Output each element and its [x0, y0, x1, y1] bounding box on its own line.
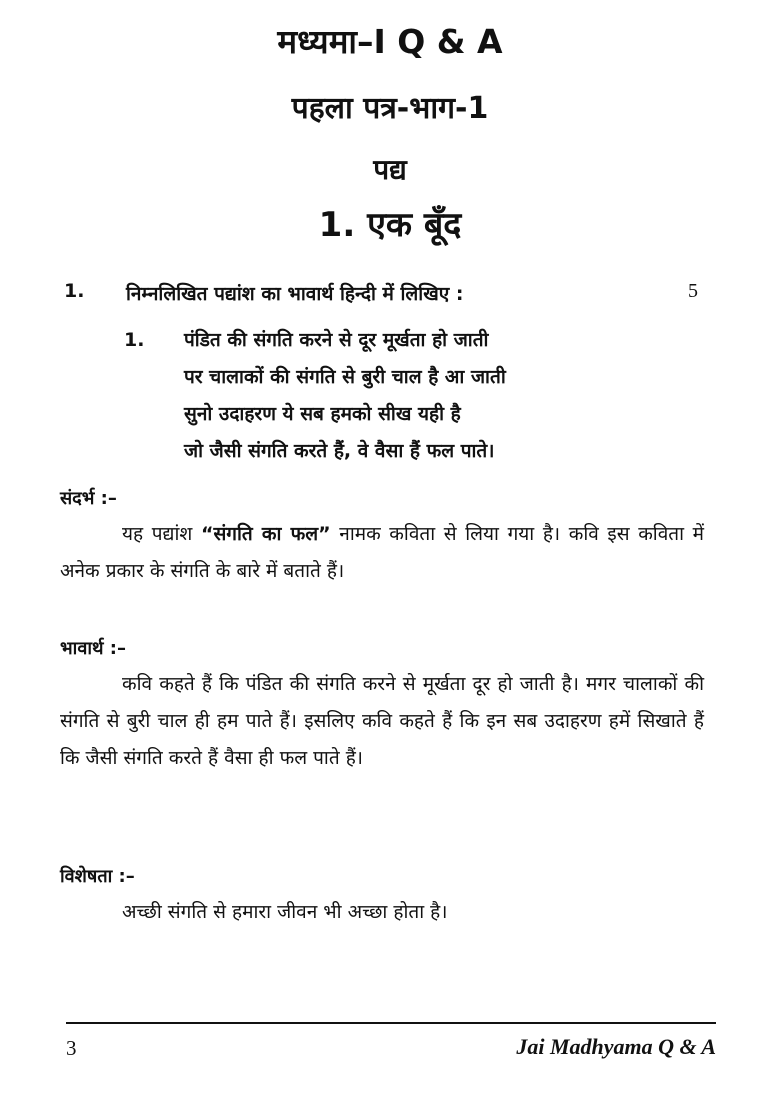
visheshta-paragraph	[60, 894, 704, 931]
footer-divider	[66, 1022, 716, 1024]
sandarbh-text-before: यह पद्यांश	[122, 523, 201, 545]
bhavarth-heading: भावार्थ :–	[60, 638, 126, 659]
verse-lines	[184, 322, 506, 470]
verse-line: पंडित की संगति करने से दूर मूर्खता हो जाती	[184, 329, 489, 351]
sandarbh-heading: संदर्भ :–	[60, 488, 117, 509]
bhavarth-text: कवि कहते हैं कि पंडित की संगति करने से मूर्खता दूर हो जाती है। मगर चालाकों की संगति से बुरी चाल ही हम पाते हैं। इसलिए कवि कहते हैं कि इन सब उदाहरण हमें सिखाते हैं कि जैसी संगति करते हैं वैसा ही फल पाते हैं।	[60, 673, 704, 769]
bhavarth-paragraph	[60, 666, 704, 777]
chapter-title: 1. एक बूँद	[318, 205, 462, 245]
question-number: 1.	[64, 280, 85, 302]
sandarbh-text-after: नामक कविता से लिया गया है। कवि इस कविता में अनेक प्रकार के संगति के बारे में बताते हैं।	[60, 523, 705, 582]
book-title: मध्यमा–I Q & A	[277, 22, 503, 61]
section-title: पद्य	[373, 153, 407, 186]
verse-line: पर चालाकों की संगति से बुरी चाल है आ जाती	[184, 366, 506, 388]
visheshta-heading: विशेषता :–	[60, 866, 135, 887]
verse-number: 1.	[124, 329, 145, 351]
question-marks: 5	[688, 280, 698, 302]
question-prompt: निम्नलिखित पद्यांश का भावार्थ हिन्दी में लिखिए :	[126, 283, 464, 305]
poem-title-quote: “संगति का फल”	[200, 523, 331, 545]
sandarbh-paragraph	[60, 516, 704, 590]
visheshta-text: अच्छी संगति से हमारा जीवन भी अच्छा होता है।	[122, 901, 448, 923]
verse-line: जो जैसी संगति करते हैं, वे वैसा हैं फल पाते।	[184, 440, 495, 462]
paper-title: पहला पत्र-भाग-1	[291, 91, 489, 126]
page-number: 3	[66, 1036, 77, 1060]
footer-book-name: Jai Madhyama Q & A	[516, 1034, 716, 1059]
verse-line: सुनो उदाहरण ये सब हमको सीख यही है	[184, 403, 461, 425]
